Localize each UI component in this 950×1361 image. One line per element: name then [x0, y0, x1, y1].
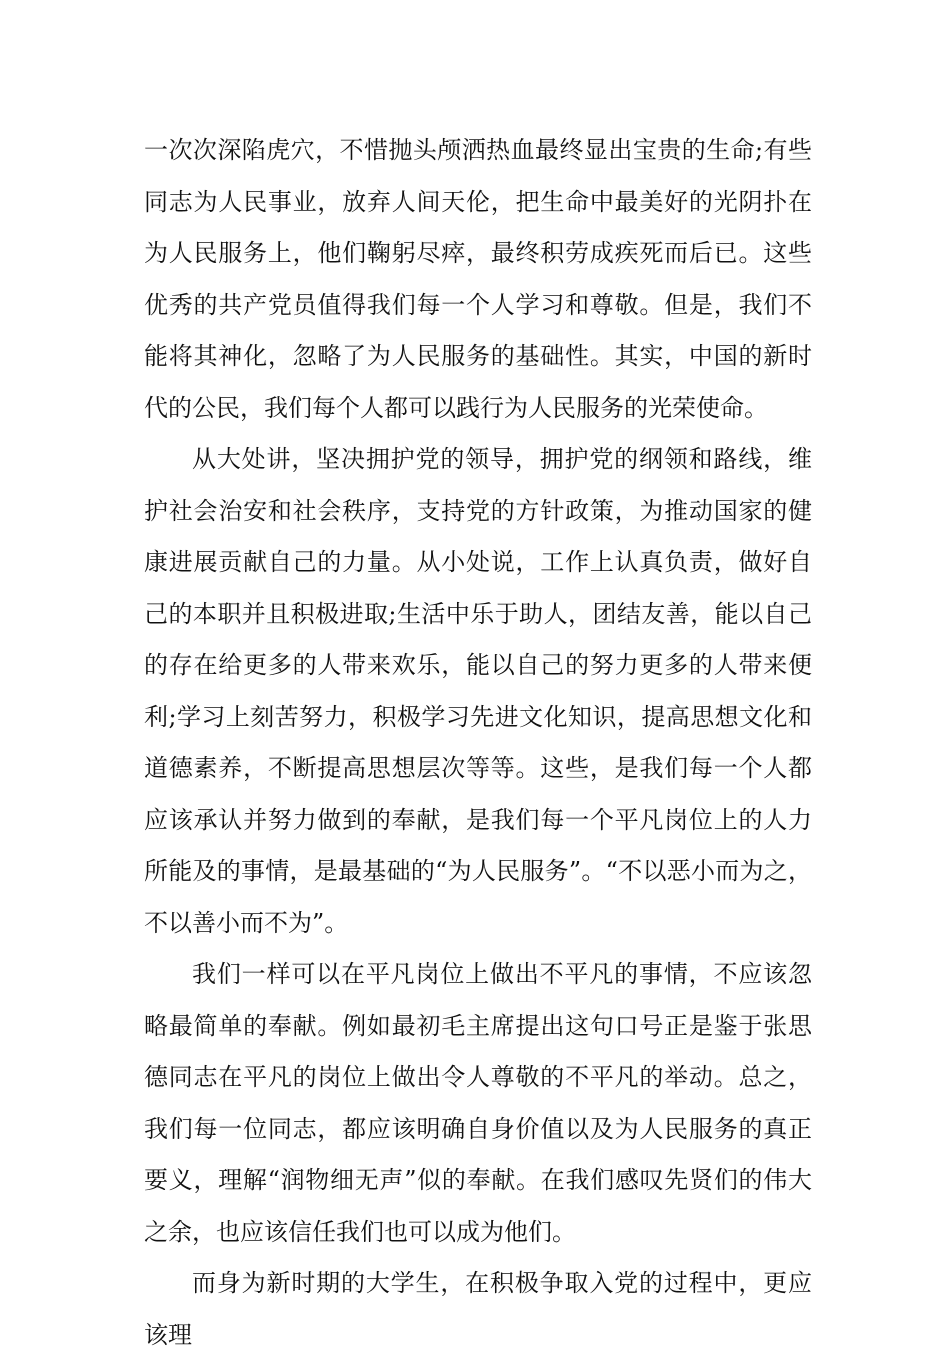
paragraph-line: 而身为新时期的大学生，在积极争取入党的过程中，更应该理	[144, 1269, 812, 1349]
paragraph-line: 次等等。这些，是我们每一个人都应该承认并努力做到的奉献，是	[144, 754, 813, 834]
paragraph-line: 我们每一个平凡岗位上的人力所能及的事情，是最基础的“为人民	[144, 805, 813, 885]
paragraph-3	[144, 949, 812, 1258]
paragraph-line: 献自己的力量。从小处说，工作上认真负责，做好自己的本职并且	[144, 548, 812, 628]
paragraph-line: 我们一样可以在平凡岗位上做出不平凡的事情，不应该忽略最	[144, 960, 812, 1040]
paragraph-line: 极学习先进文化知识，提高思想文化和道德素养，不断提高思想层	[144, 702, 812, 782]
paragraph-line: 会治安和社会秩序，支持党的方针政策，为推动国家的健康进展贡	[144, 496, 813, 576]
paragraph-line: 员值得我们每一个人学习和尊敬。但是，我们不能将其神化，忽略	[144, 290, 813, 370]
paragraph-line: 为人民事业，放弃人间天伦，把生命中最美好的光阴扑在为人民服	[144, 187, 813, 267]
paragraph-line: 从大处讲，坚决拥护党的领导，拥护党的纲领和路线，维护社	[144, 445, 812, 525]
paragraph-1	[144, 125, 812, 434]
paragraph-line: 积极进取;生活中乐于助人，团结友善，能以自己的存在给更多的人	[144, 599, 813, 679]
paragraph-line: 都可以践行为人民服务的光荣使命。	[384, 393, 768, 422]
paragraph-line: 细无声”似的奉献。在我们感叹先贤们的伟大之余，也应该信任我	[144, 1166, 812, 1246]
paragraph-line: 务上，他们鞠躬尽瘁，最终积劳成疾死而后已。这些优秀的共产党	[144, 239, 812, 319]
paragraph-line: 们也可以成为他们。	[360, 1217, 576, 1246]
paragraph-line: 一次次深陷虎穴，不惜抛头颅洒热血最终显出宝贵的生命;有些同志	[144, 136, 812, 216]
paragraph-line: 带来欢乐，能以自己的努力更多的人带来便利;学习上刻苦努力，积	[144, 651, 813, 731]
paragraph-line: 简单的奉献。例如最初毛主席提出这句口号正是鉴于张思德同志在	[144, 1011, 813, 1091]
paragraph-line: 志，都应该明确自身价值以及为人民服务的真正要义，理解“润物	[144, 1114, 813, 1194]
paragraph-line: 服务”。“不以恶小而为之，不以善小而不为”。	[144, 857, 812, 937]
paragraph-2	[144, 434, 812, 949]
paragraph-line: 平凡的岗位上做出令人尊敬的不平凡的举动。总之，我们每一位同	[144, 1063, 812, 1143]
paragraph-line: 了为人民服务的基础性。其实，中国的新时代的公民，我们每个人	[144, 342, 813, 422]
paragraph-4	[144, 1258, 812, 1361]
